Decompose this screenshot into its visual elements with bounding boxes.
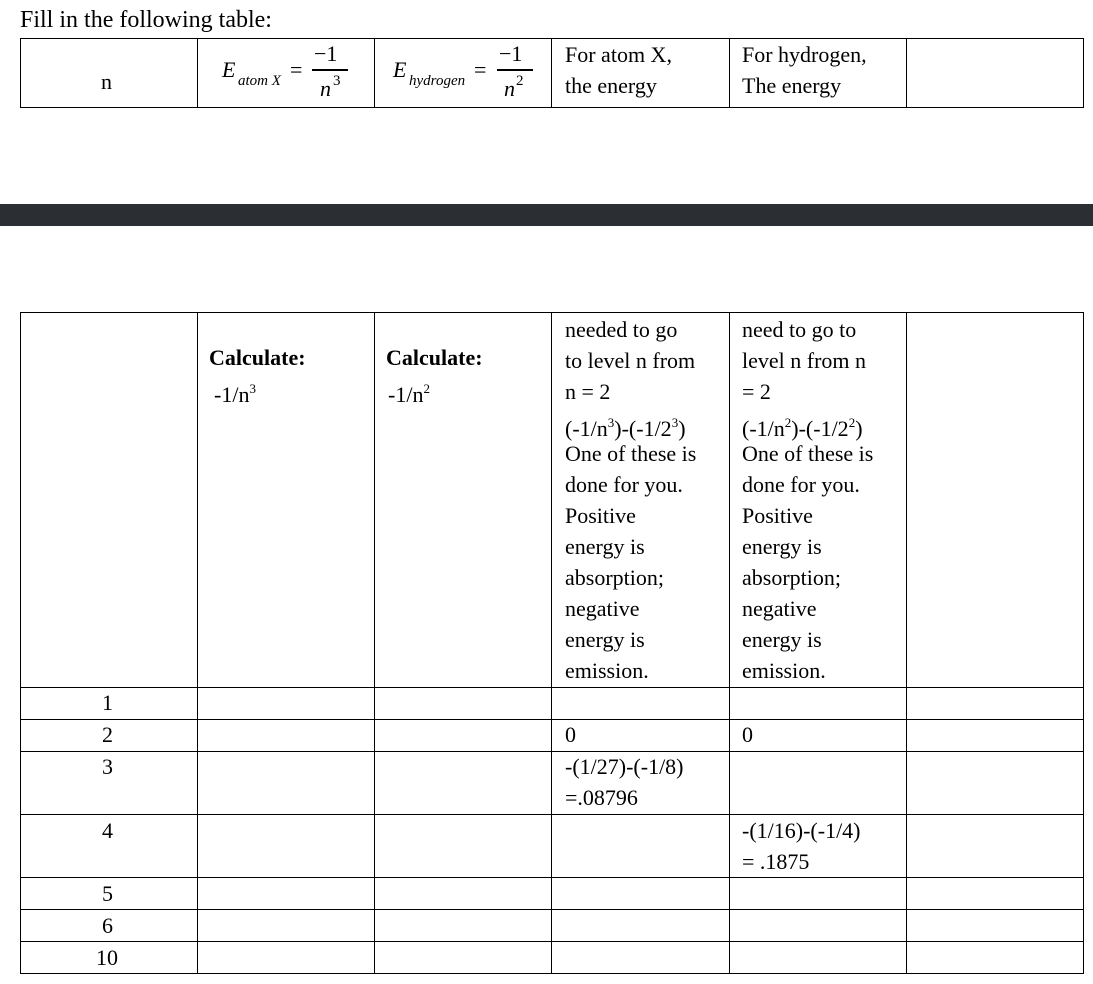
atom-energy-header-line2: the energy: [565, 73, 657, 98]
n-header: n: [101, 69, 112, 94]
description-row: [21, 313, 1084, 688]
page-title: Fill in the following table:: [20, 7, 272, 33]
row-n-value: 4: [102, 818, 113, 843]
table-row: [21, 752, 1084, 815]
row-n-value: 2: [102, 722, 113, 747]
hydrogen-energy-answer-n2: 0: [742, 722, 753, 747]
page-divider-bar: [0, 204, 1093, 226]
table-row: [21, 720, 1084, 752]
atom-energy-header-line1: For atom X,: [565, 42, 672, 67]
table-row: [21, 910, 1084, 942]
atom-calc-formula: $-1/n^3$: [214, 381, 256, 407]
atom-calc-label: Calculate:: [209, 345, 306, 370]
header-cell-extra: [906, 39, 1083, 108]
hydrogen-energy-header-line1: For hydrogen,: [742, 42, 867, 67]
row-n-value: 3: [102, 754, 113, 779]
hydrogen-energy-answer-n4-result: = .1875: [742, 849, 810, 874]
row-n-value: 1: [102, 690, 113, 715]
table-row: [21, 688, 1084, 720]
atom-energy-answer-n3-result: =.08796: [565, 785, 638, 810]
atom-energy-answer-n3: -(1/27)-(-1/8): [565, 754, 684, 779]
atom-energy-answer-n2: 0: [565, 722, 576, 747]
row-n-value: 6: [102, 913, 113, 938]
table-row: [21, 878, 1084, 910]
row-n-value: 5: [102, 881, 113, 906]
table-row: [21, 815, 1084, 878]
hydrogen-energy-header-line2: The energy: [742, 73, 842, 98]
row-n-value: 10: [96, 945, 118, 970]
table-row: [21, 942, 1084, 974]
hydrogen-calc-formula: $-1/n^2$: [388, 381, 430, 407]
hydrogen-energy-answer-n4: -(1/16)-(-1/4): [742, 818, 861, 843]
hydrogen-calc-label: Calculate:: [386, 345, 483, 370]
